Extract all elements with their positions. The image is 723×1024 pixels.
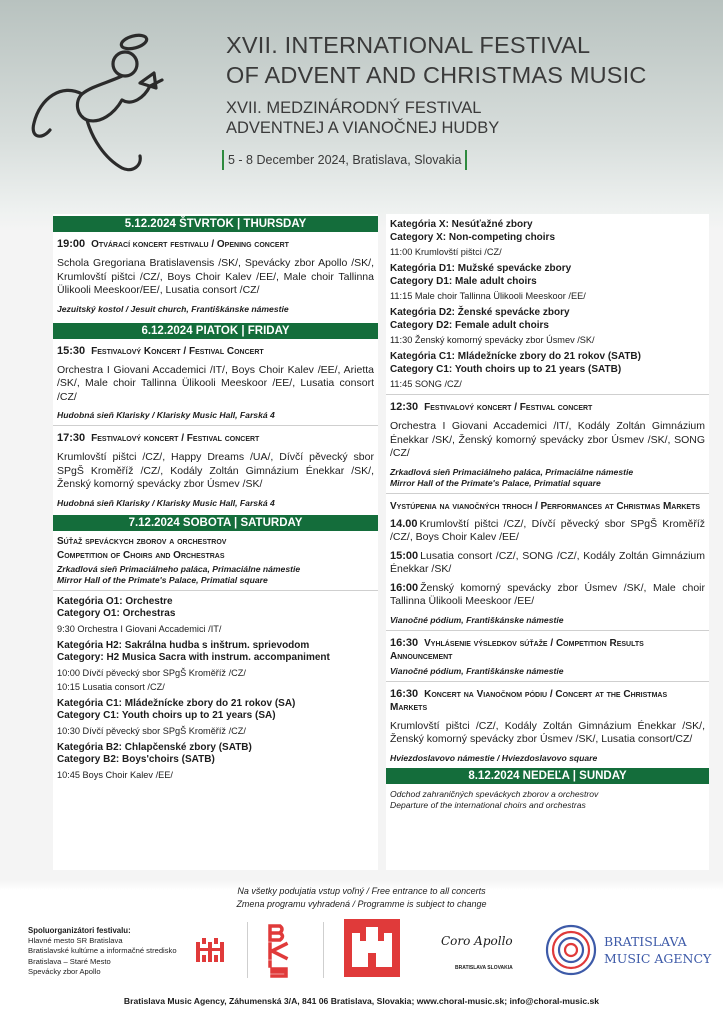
programme-change-note: Zmena programu vyhradená / Programme is subject to change	[236, 899, 487, 909]
left-column	[53, 214, 378, 870]
category-title-sk: Kategória B2: Chlapčenské zbory (SATB)	[57, 741, 252, 753]
co-organizers-title: Spoluorganizátori festivalu:	[28, 926, 131, 935]
markets-list	[386, 518, 709, 609]
category-title-en: Category: H2 Musica Sacra with instrum. accompaniment	[57, 652, 330, 663]
divider	[386, 630, 709, 631]
event-time: 17:30	[57, 432, 86, 444]
right-column	[386, 214, 709, 870]
event-title: Festivalový Koncert / Festival Concert	[91, 345, 264, 357]
co-organizer: Hlavné mesto SR Bratislava	[28, 936, 123, 946]
market-performers: Ženský komorný spevácky zbor Úsmev /SK/, Male choir Tallinna Ülikooli Meeskoor /EE/	[390, 581, 705, 607]
performers: Krumlovští pištci /CZ/, Kodály Zoltán Gimnázium Énekkar /SK/, Ženský komorný spevácky zbor Úsmev /SK/, Lusatia consort/CZ/	[390, 719, 705, 745]
competition-title-sk: Súťaž speváckych zborov a orchestrov	[57, 535, 227, 547]
festival-title	[226, 30, 647, 90]
event-festival-2	[53, 432, 378, 445]
results-venue: Vianočné pódium, Františkánske námestie	[390, 665, 564, 676]
day-heading-thursday: 5.12.2024 ŠTVRTOK | THURSDAY	[53, 216, 378, 232]
subtitle-line-2: ADVENTNEJ A VIANOČNEJ HUDBY	[226, 119, 500, 137]
event-final-concert	[386, 688, 709, 714]
event-time: 12:30	[390, 401, 419, 413]
category-title-en: Category O1: Orchestras	[57, 608, 176, 619]
performers: Orchestra I Giovani Accademici /IT/, Kodály Zoltán Gimnázium Énekkar /SK/, Ženský komorný spevácky zbor Úsmev /SK/, SONG /CZ/	[390, 420, 705, 459]
day-heading-saturday: 7.12.2024 SOBOTA | SATURDAY	[53, 515, 378, 531]
festival-dates: 5 - 8 December 2024, Bratislava, Slovakia	[222, 150, 467, 170]
performers: Orchestra I Giovani Accademici /IT/, Boys Choir Kalev /EE/, Arietta /SK/, Male choir Tallinna Ülikooli Meeskoor /EE/, Lusatia consort /CZ/	[57, 363, 374, 403]
event-title: Vyhlásenie výsledkov súťaže / Competition Results Announcement	[390, 637, 644, 662]
logo-divider	[323, 922, 324, 978]
category-entry: 10:30 Dívčí pěvecký sbor SPgŠ Kroměříž /CZ/	[57, 725, 246, 736]
category-entry: 11:45 SONG /CZ/	[390, 379, 462, 389]
old-town-crest-icon	[344, 919, 400, 977]
festival-subtitle	[226, 98, 499, 138]
event-title: Festivalový koncert / Festival concert	[91, 433, 260, 444]
event-festival-3	[386, 401, 709, 414]
right-categories	[386, 219, 709, 390]
co-organizers	[28, 926, 177, 977]
venue: Jezuitský kostol / Jesuit church, Františkánske námestie	[57, 303, 289, 314]
final-venue: Hviezdoslavovo námestie / Hviezdoslavovo square	[390, 752, 598, 763]
divider	[386, 394, 709, 395]
contact-address: Bratislava Music Agency, Záhumenská 3/A, 841 06 Bratislava, Slovakia; www.choral-music.sk; info@choral-music.sk	[123, 996, 600, 1006]
event-time: 15:30	[57, 344, 86, 357]
category-title-en: Category B2: Boys'choirs (SATB)	[57, 754, 215, 765]
venue: Hudobná sieň Klarisky / Klarisky Music Hall, Farská 4	[57, 497, 275, 508]
bma-line-1: BRATISLAVA	[604, 934, 687, 949]
market-performance	[386, 550, 709, 577]
category-title-sk: Kategória C1: Mládežnícke zbory do 21 rokov (SATB)	[390, 351, 641, 362]
category-entry: 9:30 Orchestra I Giovani Accademici /IT/	[57, 623, 222, 634]
event-time: 16:30	[390, 687, 419, 700]
venue-en: Mirror Hall of the Primate's Palace, Primatial square	[390, 477, 601, 488]
competition-title-en: Competition of Choirs and Orchestras	[57, 549, 225, 561]
category-title-sk: Kategória H2: Sakrálna hudba s inštrum. sprievodom	[57, 639, 310, 651]
market-time: 14.00	[390, 517, 418, 530]
event-time: 16:30	[390, 636, 419, 649]
bma-logo-icon	[543, 924, 599, 976]
competition-venue-en: Mirror Hall of the Primate's Palace, Primatial square	[57, 574, 268, 585]
category-title-sk: Kategória D2: Ženské spevácke zbory	[390, 307, 570, 318]
markets-title: Vystúpenia na vianočných trhoch / Performances at Christmas Markets	[390, 500, 701, 512]
logo-divider	[247, 922, 248, 978]
category-title-sk: Kategória X: Nesúťažné zbory	[390, 219, 533, 230]
bma-logo-text	[604, 933, 711, 967]
event-opening	[53, 238, 378, 251]
divider	[386, 681, 709, 682]
category-title-en: Category D1: Male adult choirs	[390, 275, 537, 287]
market-performers: Lusatia consort /CZ/, SONG /CZ/, Kodály Zoltán Gimnázium Énekkar /SK/	[390, 549, 705, 575]
event-title: Festivalový koncert / Festival concert	[424, 402, 593, 413]
category-entry: 11:30 Ženský komorný spevácky zbor Úsmev /SK/	[390, 335, 595, 345]
category-title-en: Category C1: Youth choirs up to 21 years (SA)	[57, 710, 276, 721]
divider	[53, 425, 378, 426]
market-time: 16:00	[390, 581, 419, 594]
event-title: Otvárací koncert festivalu / Opening concert	[91, 239, 289, 250]
category-title-en: Category X: Non-competing choirs	[390, 231, 556, 243]
venue-sk: Zrkadlová sieň Primaciálneho paláca, Primaciálne námestie	[390, 466, 634, 477]
markets-venue: Vianočné pódium, Františkánske námestie	[390, 614, 564, 625]
category-entry: 10:45 Boys Choir Kalev /EE/	[57, 769, 173, 780]
market-performance	[386, 518, 709, 545]
apollo-logo-sub: BRATISLAVA SLOVAKIA	[455, 965, 513, 971]
category-title-sk: Kategória C1: Mládežnícke zbory do 21 rokov (SA)	[57, 697, 296, 709]
performers: Krumlovští pištci /CZ/, Happy Dreams /UA/, Dívčí pěvecký sbor SPgŠ Kroměříž /CZ/, Kodály Zoltán Gimnázium Énekkar /SK/, Ženský komorný spevácky zbor Úsmev /SK/	[57, 451, 374, 490]
category-entry: 11:00 Krumlovští pištci /CZ/	[390, 247, 502, 257]
divider	[386, 493, 709, 494]
category-title-sk: Kategória O1: Orchestre	[57, 595, 173, 607]
category-title-en: Category D2: Female adult choirs	[390, 319, 549, 331]
venue: Hudobná sieň Klarisky / Klarisky Music Hall, Farská 4	[57, 410, 275, 420]
angel-logo-icon	[22, 28, 172, 183]
category-entry: 11:15 Male choir Tallinna Ülikooli Meeskoor /EE/	[390, 291, 586, 301]
title-line-1: XVII. INTERNATIONAL FESTIVAL	[226, 32, 591, 58]
event-time: 19:00	[57, 238, 86, 250]
market-performance	[386, 582, 709, 609]
departure-sk: Odchod zahraničných speváckych zborov a orchestrov	[390, 788, 599, 799]
category-entry: 10:15 Lusatia consort /CZ/	[57, 681, 165, 692]
market-time: 15:00	[390, 549, 419, 562]
performers: Schola Gregoriana Bratislavensis /SK/, Spevácky zbor Apollo /SK/, Krumlovští pištci /CZ/, Boys Choir Kalev /EE/, Male choir Tallinna Ülikooli Meeskoor/EE/, Lusatia consort /CZ/	[57, 257, 374, 296]
left-categories	[53, 596, 378, 781]
bratislava-city-logo-icon	[196, 938, 224, 962]
co-organizer: Bratislavské kultúrne a informačné stredisko	[28, 946, 177, 956]
market-performers: Krumlovští pištci /CZ/, Dívčí pěvecký sbor SPgŠ Kroměříž /CZ/, Boys Choir Kalev /EE/	[390, 517, 705, 543]
competition-venue-sk: Zrkadlová sieň Primaciálneho paláca, Primaciálne námestie	[57, 563, 301, 574]
co-organizer: Spevácky zbor Apollo	[28, 966, 101, 976]
category-title-sk: Kategória D1: Mužské spevácke zbory	[390, 263, 572, 274]
divider	[53, 590, 378, 591]
co-organizer: Bratislava – Staré Mesto	[28, 956, 111, 966]
subtitle-line-1: XVII. MEDZINÁRODNÝ FESTIVAL	[226, 99, 482, 117]
event-title: Koncert na Vianočnom pódiu / Concert at the Christmas Markets	[390, 688, 668, 713]
category-entry: 10:00 Dívčí pěvecký sbor SPgŠ Kroměříž /CZ/	[57, 667, 246, 678]
co-organizers-list	[28, 936, 177, 977]
day-heading-sunday: 8.12.2024 NEDEĽA | SUNDAY	[386, 768, 709, 784]
bma-line-2: MUSIC AGENCY	[604, 951, 712, 966]
free-entrance-note: Na všetky podujatia vstup voľný / Free entrance to all concerts	[237, 886, 486, 896]
event-results	[386, 637, 709, 663]
category-title-en: Category C1: Youth choirs up to 21 years (SATB)	[390, 363, 622, 375]
title-line-2: OF ADVENT AND CHRISTMAS MUSIC	[226, 62, 647, 88]
event-festival-1	[53, 345, 378, 358]
day-heading-friday: 6.12.2024 PIATOK | FRIDAY	[53, 323, 378, 339]
departure-en: Departure of the international choirs and orchestras	[390, 799, 586, 810]
apollo-logo: Coro Apollo	[441, 934, 513, 948]
bkis-logo-icon	[266, 924, 292, 978]
